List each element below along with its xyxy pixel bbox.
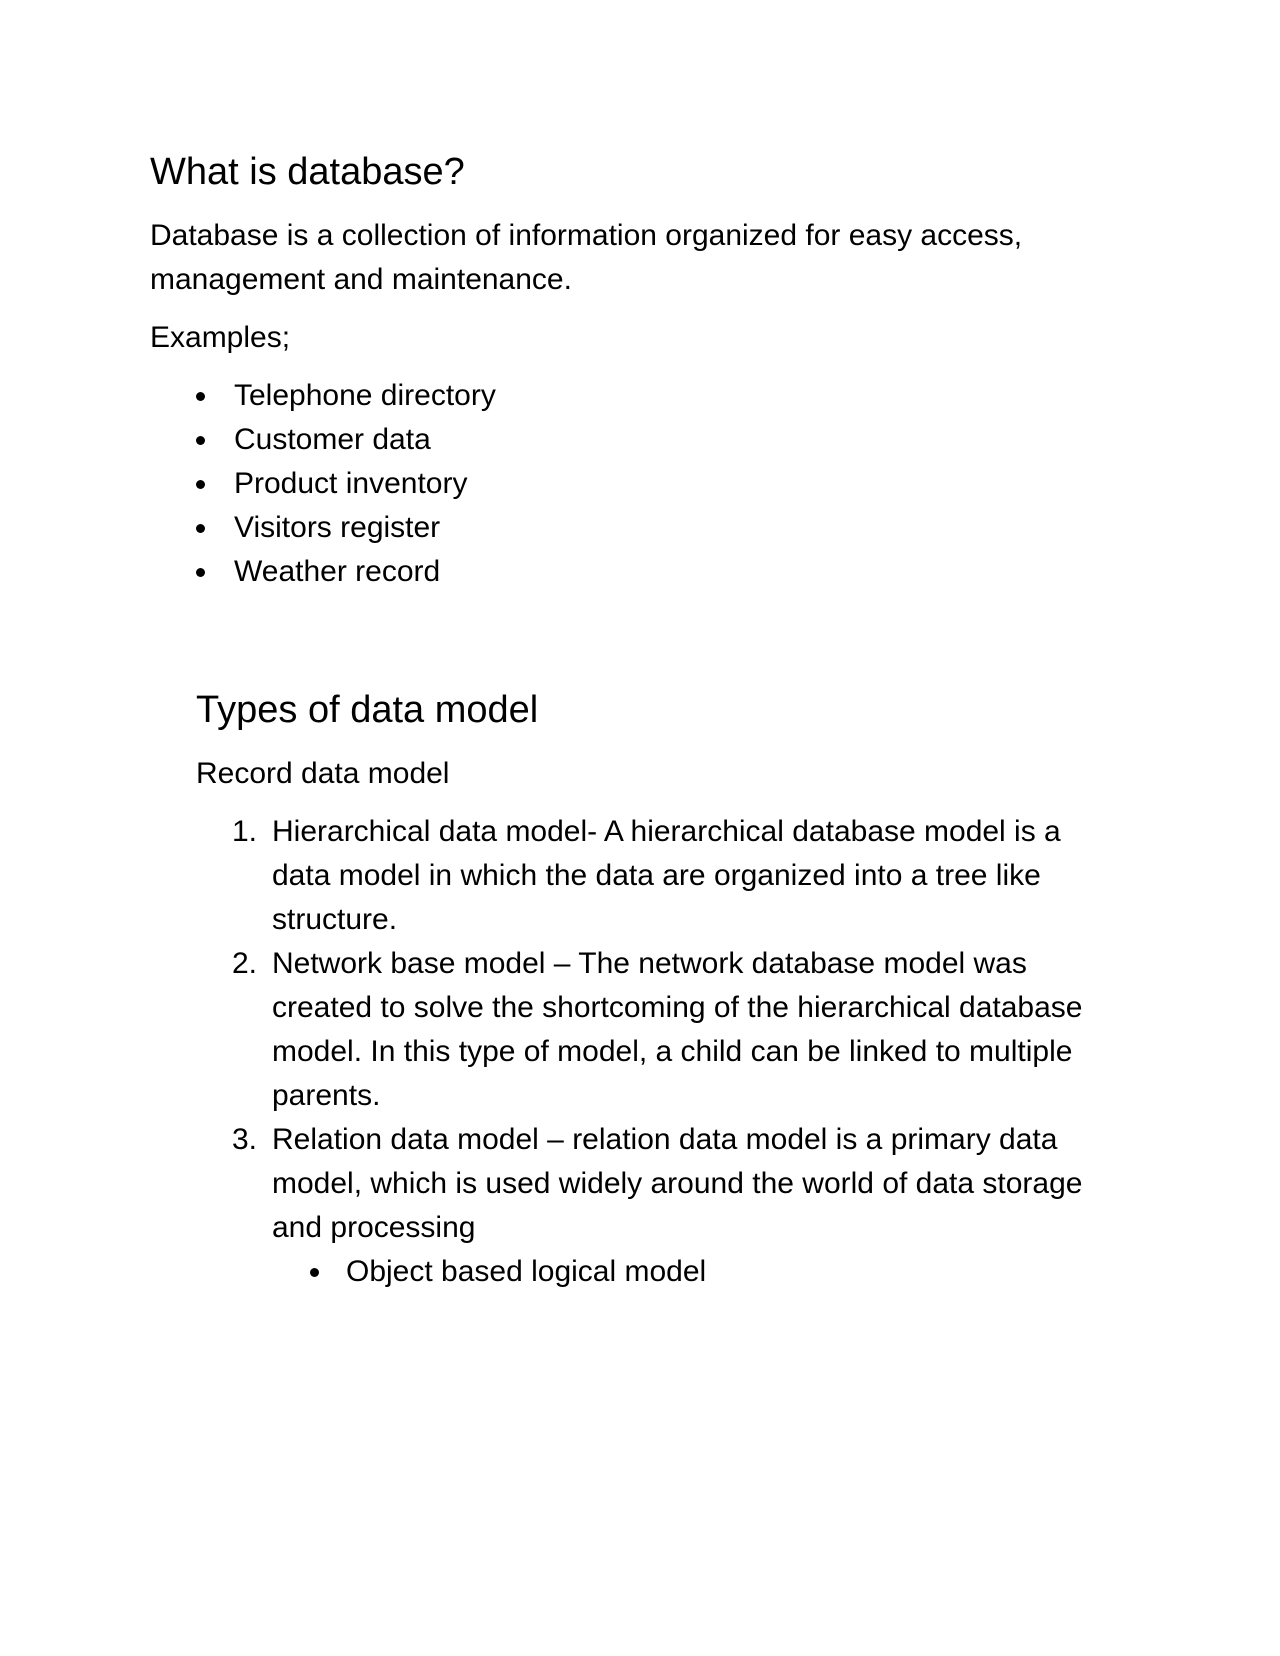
subheading-record-data-model: Record data model [196,756,450,790]
bullet-icon [310,1268,319,1277]
section-what-is-database [150,150,1130,594]
bullet-icon [196,568,205,577]
examples-label: Examples; [150,320,291,354]
list-item-text: Network base model – The network database model was created to solve the shortcoming of the hierarchical database model. In this type of model, a child can be linked to multiple parents. [272,946,1083,1112]
list-item-text: Product inventory [234,466,468,500]
list-item-text: Telephone directory [234,378,496,412]
examples-list [150,374,1130,594]
definition-paragraph: Database is a collection of information organized for easy access, management and maintenance. [150,218,1023,296]
list-item-text: Weather record [234,554,441,588]
data-model-list [196,810,1116,1250]
list-item [196,942,1116,1118]
bullet-icon [196,436,205,445]
bullet-icon [196,480,205,489]
list-item-text: Hierarchical data model- A hierarchical database model is a data model in which the data are organized into a tree like structure. [272,814,1061,936]
list-item-text: Visitors register [234,510,441,544]
list-item [150,418,1130,462]
list-item-text: Object based logical model [346,1254,707,1288]
list-item-text: Relation data model – relation data model is a primary data model, which is used widely around the world of data storage and processing [272,1122,1083,1244]
list-item [150,374,1130,418]
bullet-icon [196,524,205,533]
heading-what-is-database: What is database? [150,151,465,193]
heading-types-of-data-model: Types of data model [196,689,539,731]
list-item [150,506,1130,550]
list-item [150,550,1130,594]
list-number: 2. [232,946,258,980]
list-item [196,810,1116,942]
list-item [196,1250,1116,1294]
list-item [196,1118,1116,1250]
list-item-text: Customer data [234,422,431,456]
list-number: 1. [232,814,258,848]
section-types-of-data-model [196,688,1116,1294]
bullet-icon [196,392,205,401]
sub-bullet-list [196,1250,1116,1294]
list-item [150,462,1130,506]
list-number: 3. [232,1122,258,1156]
